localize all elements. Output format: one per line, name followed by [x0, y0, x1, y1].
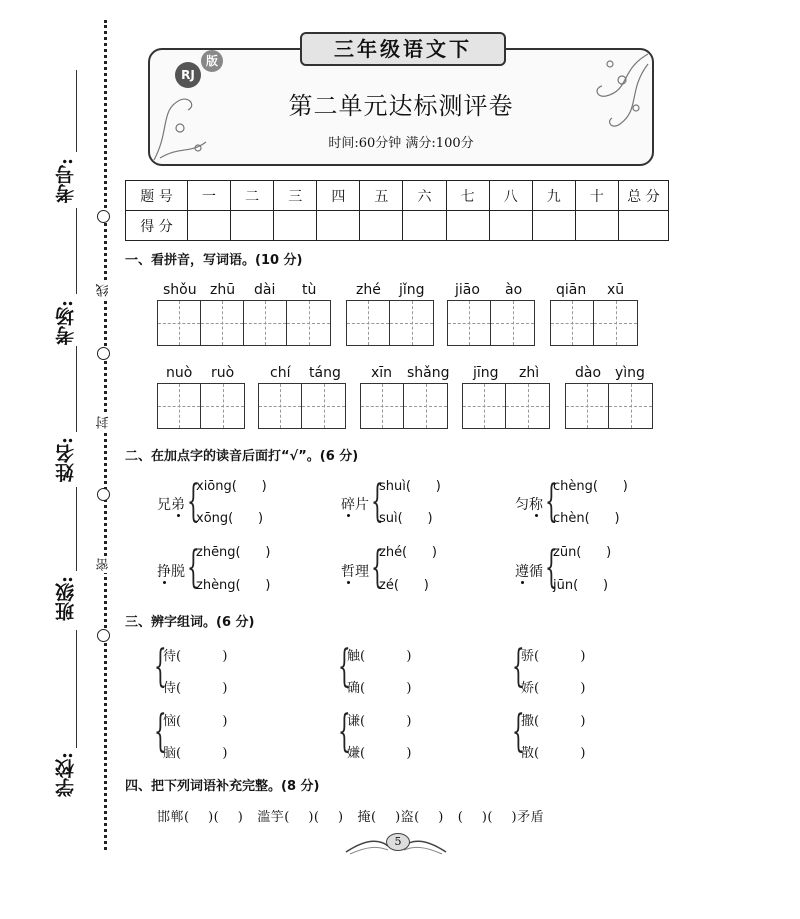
score-header-row	[126, 181, 669, 211]
section-4-heading: 四、把下列词语补充完整。(8 分)	[125, 779, 320, 794]
char-item[interactable]: 嫌( )	[347, 746, 412, 761]
pinyin: shǒu	[163, 282, 197, 298]
pinyin: chí	[270, 365, 291, 381]
brace-icon: {	[371, 542, 384, 593]
char-item[interactable]: 确( )	[347, 681, 412, 696]
score-header-cell: 题 号	[126, 181, 188, 211]
word: 挣脱	[157, 564, 185, 580]
section-3-heading: 三、辨字组词。(6 分)	[125, 615, 255, 630]
field-label-exam-number: 考号:	[55, 158, 77, 204]
binding-ring	[97, 347, 110, 360]
exam-info: 时间:60分钟 满分:100分	[328, 136, 474, 151]
score-cell[interactable]	[231, 211, 274, 241]
brace-icon: {	[512, 641, 525, 692]
brace-icon: {	[187, 476, 200, 527]
edition-badge-ban: 版	[201, 50, 223, 72]
pinyin: shǎng	[407, 365, 450, 381]
pinyin-option[interactable]: suì( )	[379, 511, 433, 526]
pinyin: xū	[607, 282, 625, 298]
idiom-fill-line[interactable]: 邯郸( )( ) 滥竽( )( ) 掩( )盗( ) ( )( )矛盾	[157, 810, 545, 825]
score-cell[interactable]	[575, 211, 618, 241]
pinyin: yìng	[615, 365, 645, 381]
score-header-cell: 一	[188, 181, 231, 211]
writing-grid[interactable]	[550, 300, 638, 346]
pinyin-option[interactable]: zhēng( )	[196, 545, 271, 560]
score-table	[125, 180, 669, 241]
binding-ring	[97, 210, 110, 223]
score-cell[interactable]	[446, 211, 489, 241]
score-header-cell: 九	[532, 181, 575, 211]
pinyin: dào	[575, 365, 602, 381]
pinyin: zhū	[210, 282, 236, 298]
writing-grid[interactable]	[360, 383, 448, 429]
char-item[interactable]: 骄( )	[521, 649, 586, 664]
binding-ring	[97, 488, 110, 501]
char-item[interactable]: 散( )	[521, 746, 586, 761]
score-header-cell: 二	[231, 181, 274, 211]
pinyin: ruò	[211, 365, 235, 381]
word: 遵循	[515, 564, 543, 580]
field-line	[76, 70, 77, 152]
writing-grid[interactable]	[565, 383, 653, 429]
pinyin-option[interactable]: zhé( )	[379, 545, 437, 560]
score-header-cell: 四	[317, 181, 360, 211]
score-cell[interactable]	[489, 211, 532, 241]
pinyin: ào	[505, 282, 523, 298]
pinyin-option[interactable]: zhèng( )	[196, 578, 271, 593]
word: 碎片	[341, 497, 369, 513]
binding-ring	[97, 629, 110, 642]
word: 哲理	[341, 564, 369, 580]
char-item[interactable]: 谦( )	[347, 714, 412, 729]
char-item[interactable]: 触( )	[347, 649, 412, 664]
char-item[interactable]: 恼( )	[163, 714, 228, 729]
writing-grid[interactable]	[157, 300, 331, 346]
char-item[interactable]: 侍( )	[163, 681, 228, 696]
pinyin: dài	[254, 282, 276, 298]
score-row	[126, 211, 669, 241]
edition-badge-rj: RJ	[175, 62, 201, 88]
writing-grid[interactable]	[258, 383, 346, 429]
brace-icon: {	[545, 476, 558, 527]
brace-icon: {	[338, 706, 351, 757]
brace-icon: {	[154, 706, 167, 757]
score-header-cell: 三	[274, 181, 317, 211]
field-line	[76, 346, 77, 432]
writing-grid[interactable]	[157, 383, 245, 429]
pinyin: xīn	[371, 365, 393, 381]
pinyin: zhì	[519, 365, 540, 381]
score-cell[interactable]	[188, 211, 231, 241]
brace-icon: {	[371, 476, 384, 527]
brace-icon: {	[545, 542, 558, 593]
pinyin: qiān	[556, 282, 587, 298]
field-label-school: 学校:	[55, 752, 77, 798]
brace-icon: {	[187, 542, 200, 593]
score-header-cell: 十	[575, 181, 618, 211]
word: 兄弟	[157, 497, 185, 513]
pinyin: jǐng	[399, 282, 425, 298]
pinyin-option[interactable]: xiōng( )	[196, 479, 267, 494]
score-cell[interactable]	[403, 211, 446, 241]
pinyin: nuò	[166, 365, 193, 381]
score-header-cell: 七	[446, 181, 489, 211]
pinyin-option[interactable]: chèng( )	[553, 479, 628, 494]
cut-char-feng: 封	[96, 416, 112, 429]
brace-icon: {	[338, 641, 351, 692]
score-cell[interactable]	[532, 211, 575, 241]
cut-char-xian: 线	[96, 284, 112, 297]
field-label-class: 班级:	[55, 576, 77, 622]
score-cell[interactable]	[360, 211, 403, 241]
pinyin: jīng	[473, 365, 499, 381]
pinyin-option[interactable]: zé( )	[379, 578, 429, 593]
brace-icon: {	[512, 706, 525, 757]
char-item[interactable]: 娇( )	[521, 681, 586, 696]
char-item[interactable]: 待( )	[163, 649, 228, 664]
field-label-exam-room: 考场:	[55, 300, 77, 346]
char-item[interactable]: 脑( )	[163, 746, 228, 761]
score-header-cell: 总 分	[619, 181, 669, 211]
score-row-label: 得 分	[126, 211, 188, 241]
pinyin-option[interactable]: zūn( )	[553, 545, 612, 560]
pinyin-option[interactable]: jūn( )	[553, 578, 609, 593]
section-1-heading: 一、看拼音，写词语。(10 分)	[125, 253, 303, 268]
score-header-cell: 六	[403, 181, 446, 211]
score-cell[interactable]	[619, 211, 669, 241]
char-item[interactable]: 撒( )	[521, 714, 586, 729]
page-number: 5	[386, 833, 410, 851]
page-title: 第二单元达标测评卷	[288, 92, 514, 120]
score-header-cell: 八	[489, 181, 532, 211]
section-2-heading: 二、在加点字的读音后面打“√”。(6 分)	[125, 449, 359, 464]
writing-grid[interactable]	[462, 383, 550, 429]
pinyin: zhé	[356, 282, 381, 298]
cut-char-mi: 密	[96, 558, 112, 571]
pinyin: tù	[302, 282, 317, 298]
grade-banner: 三年级语文下	[300, 32, 506, 66]
pinyin-option[interactable]: chèn( )	[553, 511, 620, 526]
field-label-name: 姓名:	[55, 437, 77, 483]
field-line	[76, 208, 77, 294]
field-line	[76, 487, 77, 571]
binding-dotted-line	[104, 20, 107, 850]
score-header-cell: 五	[360, 181, 403, 211]
brace-icon: {	[154, 641, 167, 692]
writing-grid[interactable]	[447, 300, 535, 346]
pinyin: táng	[309, 365, 341, 381]
pinyin: jiāo	[455, 282, 480, 298]
score-cell[interactable]	[274, 211, 317, 241]
score-cell[interactable]	[317, 211, 360, 241]
writing-grid[interactable]	[346, 300, 434, 346]
word: 匀称	[515, 497, 543, 513]
pinyin-option[interactable]: xōng( )	[196, 511, 264, 526]
field-line	[76, 630, 77, 748]
pinyin-option[interactable]: shuì( )	[379, 479, 441, 494]
